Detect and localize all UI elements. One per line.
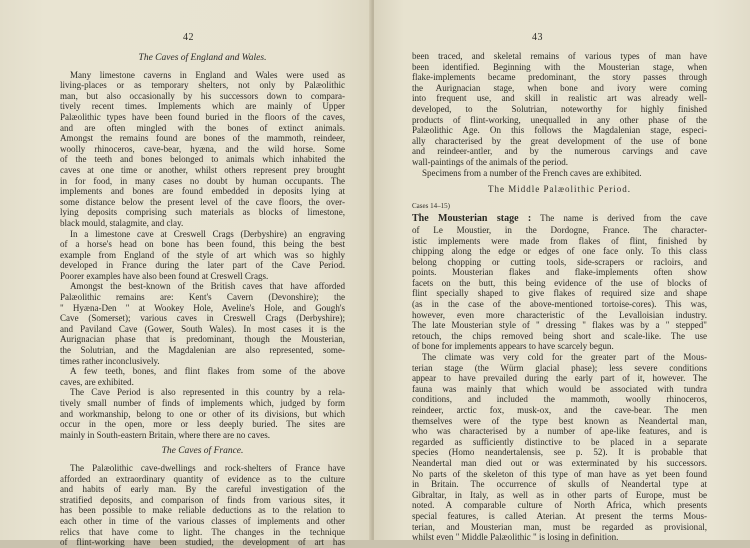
text-line: however, even more characteristic of the Levalloisian industry. (412, 309, 707, 320)
right-text-block (412, 51, 707, 543)
text-line: The climate was very cold for the greater part of the Mous- (422, 352, 707, 363)
text-line: Amongst the best-known of the British caves that have afforded (70, 281, 345, 292)
text-line: flake-implements became predominant, the story passes through (412, 72, 707, 83)
text-line: of the teeth and bones belonged to animals which inhabited the (60, 154, 345, 165)
text-line: Amongst the remains found are bones of the mammoth, reindeer, (60, 133, 345, 144)
text-line: each other in time of the various classes of implements and other (60, 515, 345, 526)
text-line: relics that have come to light. The changes in the technique (60, 526, 345, 537)
text-line: woolly rhinoceros, cave-bear, hyæna, and the wild horse. Some (60, 143, 345, 154)
text-line: of bone for implements appears to have scarcely begun. (412, 341, 614, 352)
text-line: been identified. Beginning with the Mousterian stage, when (412, 61, 707, 72)
text-line: wall-paintings of the animals of the period. (412, 156, 569, 167)
paragraph (412, 213, 707, 352)
text-line: istic implements were made from flakes of flint, finished by (412, 235, 707, 246)
text-line: (as in the case of the above-mentioned tortoise-cores). This was, (412, 299, 707, 310)
text-line: been traced, and skeletal remains of various types of man have (412, 51, 707, 61)
text-line: lying deposits comprising such materials as blocks of limestone, (60, 207, 345, 218)
text-line: and are often mingled with the bones of extinct animals. (60, 122, 345, 133)
paragraph (60, 463, 345, 548)
text-line: regarded as sufficiently distinctive to be placed in a separate (412, 436, 707, 447)
text-line: of Le Moustier, in the Dordogne, France. The character- (412, 224, 707, 235)
paragraph (412, 51, 707, 168)
text-line: Neandertal man died out or was exterminated by his successors. (412, 457, 707, 468)
page-number: 43 (532, 32, 543, 43)
text-line: of a horse's head on bone has been found, this being the best (60, 239, 345, 250)
cases-reference: Cases 14–15) (412, 201, 450, 210)
text-line: A few teeth, bones, and flint flakes from some of the above (70, 366, 345, 377)
text-line: tively small number of finds of implements which, judged by form (60, 398, 345, 408)
text-line: terian, and Mousterian man, must be regarded as provisional, (412, 521, 707, 532)
text-line: Poorer examples have also been found at Creswell Crags. (60, 270, 269, 281)
text-line: Gibraltar, in Italy, as well as in other parts of Europe, must be (412, 489, 707, 500)
paragraph (60, 229, 345, 282)
paragraph (60, 281, 345, 366)
text-line: Palæolithic types have been found buried in the floors of the caves, (60, 111, 345, 122)
text-line: into frequent use, and skill in realistic art was already well- (412, 93, 707, 104)
section-heading: The Middle Palæolithic Period. (488, 184, 631, 195)
text-line: No parts of the skeleton of this type of man have as yet been found (412, 468, 707, 479)
text-line: the Aurignacian stage, when bone and ivory were coming (412, 82, 707, 93)
text-line: Palæolithic Age. On this follows the Magdalenian stage, especi- (412, 125, 707, 136)
text-line: The late Mousterian style of " dressing " flakes was by a " stepped" (412, 320, 707, 331)
text-line: in for food, in many cases no doubt by human occupants. The (60, 175, 345, 186)
text-line: facets on the butt, this being evidence of the use of blocks of (412, 277, 707, 288)
text-line: has been possible to make reliable deductions as to the relation to (60, 505, 345, 516)
text-line: themselves were of the type best known as Neandertal man, (412, 415, 707, 426)
text-line: and habits of early man. By the careful investigation of the (60, 484, 345, 495)
text-line: implements and bones are found embedded in deposits lying at (60, 186, 345, 197)
left-page (0, 0, 372, 548)
text-line: in Britain. The occurrence of skulls of Neandertal type at (412, 479, 707, 490)
text-line: caves at one time or another, whilst others represent prey brought (60, 164, 345, 175)
text-line: the Solutrian, and the Magdalenian are also represented, some- (60, 345, 345, 356)
text-line: species (Homo neandertalensis, see p. 52). It is probable that (412, 447, 707, 458)
text-line: special features, is called Aterian. At present the terms Mous- (412, 510, 707, 521)
paragraph (60, 70, 345, 229)
text-line: of flint-working have been studied, the development of art has (60, 537, 345, 548)
text-line: example from England of the style of art which was so highly (60, 249, 345, 260)
text-line: Specimens from a number of the French caves are exhibited. (422, 167, 642, 178)
text-line: developed, to the Solutrian, noteworthy for highly finished (412, 103, 707, 114)
text-line: times rather inconclusively. (60, 355, 160, 366)
paragraph (60, 366, 345, 387)
section-heading: The Caves of England and Wales. (138, 53, 267, 63)
text-line: In a limestone cave at Creswell Crags (Derbyshire) an engraving (70, 228, 345, 239)
text-line: mainly in South-eastern Britain, where there are no caves. (60, 429, 271, 440)
text-line: living-places or as temporary shelters, not only by Palæolithic (60, 80, 345, 91)
text-line: developed in France during the later part of the Cave Period. (60, 260, 345, 271)
text-line: caves, are exhibited. (60, 376, 134, 387)
text-line: Cave (Somerset); various caves in Creswell Crags (Derbyshire); (60, 313, 345, 324)
text-line: whilst even " Middle Palæolithic " is losing in definition. (412, 532, 619, 543)
text-line: Aurignacian phase that is predominant, though the Mousterian, (60, 334, 345, 345)
text-line: " Hyæna-Den " at Wookey Hole, Aveline's Hole, and Gough's (60, 302, 345, 313)
text-line: Palæolithic remains are: Kent's Cavern (Devonshire); the (60, 292, 345, 303)
text-line: reindeer, arctic fox, musk-ox, and the cave-bear. The men (412, 405, 707, 415)
text-line: stratified deposits, and comparison of finds from various sites, it (60, 494, 345, 505)
text-line: terian stage (the Würm glacial phase); less severe conditions (412, 362, 707, 373)
text-line: and Paviland Cave (Gower, South Wales). In most cases it is the (60, 323, 345, 334)
text-line: conditions, and included the mammoth, woolly rhinoceros, (412, 394, 707, 405)
text-line: The name is derived from the cave (531, 213, 707, 224)
right-page (374, 0, 750, 543)
text-line: noted. A comparable culture of North Africa, which presents (412, 500, 707, 511)
text-line: and reindeer-antler, and by the numerous carvings and cave (412, 146, 707, 157)
text-line: some distance below the present level of the cave floors, the over- (60, 196, 345, 207)
text-line: appear to have prevailed during the early part of it, however. The (412, 373, 707, 384)
text-line: points. Mousterian flakes and flake-implements often show (412, 267, 707, 278)
text-line: flint specially shaped to give flakes of required size and shape (412, 288, 707, 299)
text-line: occur in the open, more or less deeply buried. The sites are (60, 419, 345, 430)
text-line: man, but also occasionally by his successors down to compara- (60, 90, 345, 101)
section-heading: The Caves of France. (161, 446, 244, 457)
text-line: belong chopping or cutting tools, side-scrapers or racloirs, and (412, 256, 707, 267)
text-line: who was characterised by a number of ape-like features, and is (412, 426, 707, 437)
left-text-block (60, 51, 345, 548)
paragraph (412, 352, 707, 543)
text-line: black mould, stalagmite, and clay. (60, 217, 184, 228)
text-line: The Cave Period is also represented in this country by a rela- (70, 387, 345, 398)
mousterian-heading: The Mousterian stage : (412, 213, 532, 225)
text-line: products of flint-working, unequalled in any other phase of the (412, 114, 707, 125)
paragraph (60, 387, 345, 440)
page-number: 42 (183, 32, 194, 43)
text-line: tively recent times. Implements which are mainly of Upper (60, 101, 345, 112)
text-line: The Palæolithic cave-dwellings and rock-shelters of France have (70, 462, 345, 473)
text-line: and workmanship, belong to one or other of its divisions, but which (60, 408, 345, 419)
paragraph (412, 168, 707, 179)
text-line: Many limestone caverns in England and Wales were used as (70, 69, 345, 80)
text-line: fauna was mainly that which would be associated with tundra (412, 383, 707, 394)
text-line: afforded an extraordinary quantity of evidence as to the culture (60, 473, 345, 484)
text-line: ally characterised by the great development of the use of bone (412, 135, 707, 146)
text-line: retouch, the chips removed being short and scale-like. The use (412, 330, 707, 341)
text-line: chipping along the edge or edges of one face only. To this class (412, 246, 707, 257)
